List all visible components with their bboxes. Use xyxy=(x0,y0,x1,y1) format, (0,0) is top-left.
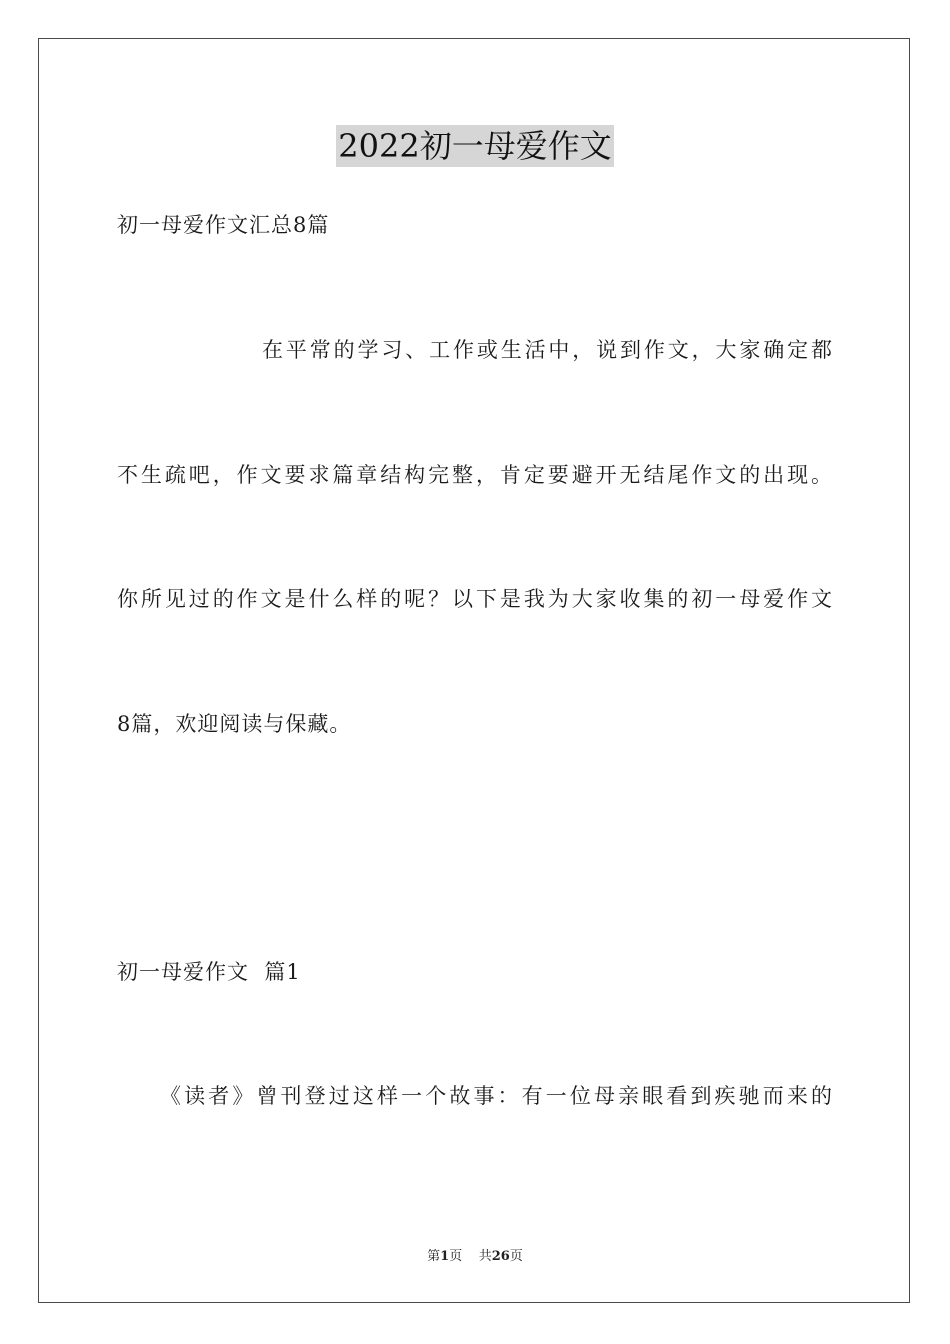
title-container xyxy=(0,125,950,167)
section-heading: 初一母爱作文 篇1 xyxy=(117,960,301,984)
footer-page-number: 1 xyxy=(440,1249,450,1264)
footer-total-prefix: 共 xyxy=(478,1249,492,1264)
footer-page-prefix: 第 xyxy=(427,1249,441,1264)
page-footer xyxy=(0,1248,950,1266)
document-subtitle: 初一母爱作文汇总8篇 xyxy=(117,213,330,237)
intro-line-2: 不生疏吧，作文要求篇章结构完整，肯定要避开无结尾作文的出现。 xyxy=(117,463,832,487)
footer-total-pages: 26 xyxy=(491,1249,510,1264)
section-paragraph-line-1: 《读者》曾刊登过这样一个故事：有一位母亲眼看到疾驰而来的 xyxy=(160,1084,832,1108)
document-title: 2022初一母爱作文 xyxy=(338,127,612,165)
footer-total-suffix: 页 xyxy=(509,1249,523,1264)
footer-page-suffix: 页 xyxy=(449,1249,463,1264)
intro-line-4: 8篇，欢迎阅读与保藏。 xyxy=(117,712,352,736)
intro-line-1: 在平常的学习、工作或生活中，说到作文，大家确定都 xyxy=(262,338,832,362)
intro-line-3: 你所见过的作文是什么样的呢？以下是我为大家收集的初一母爱作文 xyxy=(117,587,832,611)
